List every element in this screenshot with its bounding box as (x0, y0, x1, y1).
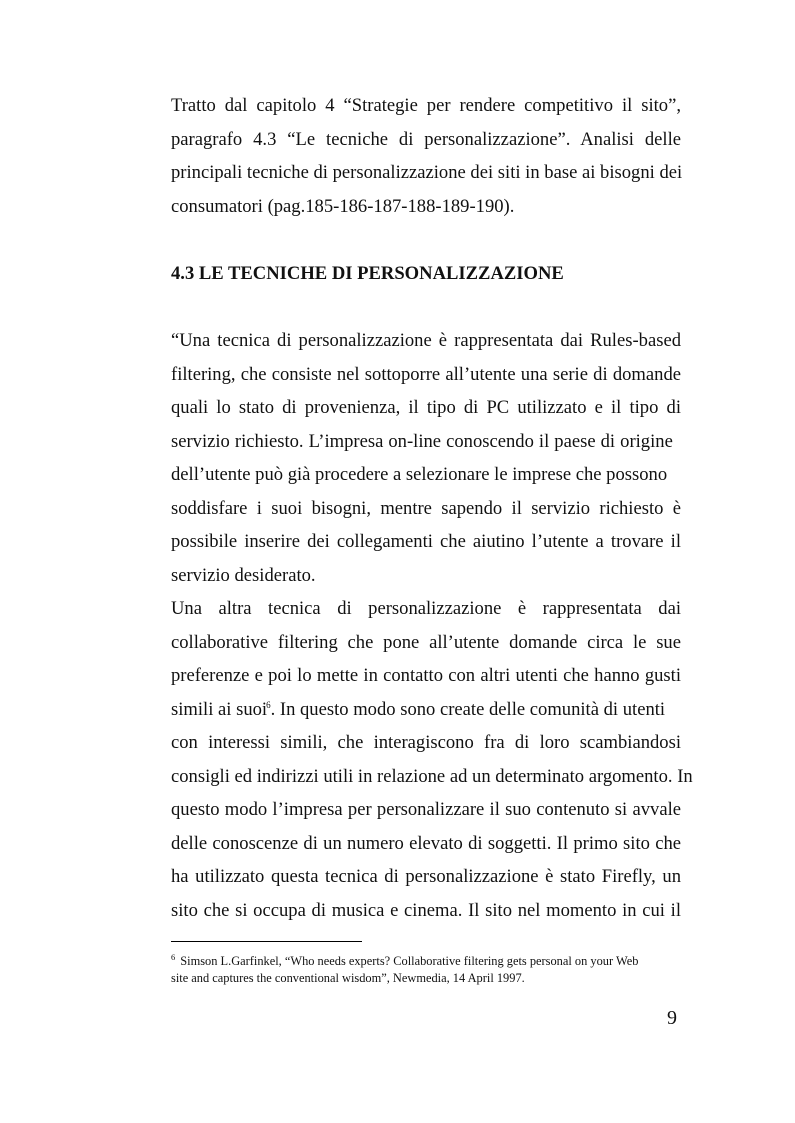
body-line-6: soddisfare i suoi bisogni, mentre sapendo il servizio richiesto è (171, 498, 681, 519)
footnote-reference: 6 (266, 700, 271, 710)
body-line-13: con interessi simili, che interagiscono fra di loro scambiandosi (171, 732, 681, 753)
section-heading: 4.3 LE TECNICHE DI PERSONALIZZAZIONE (171, 263, 564, 284)
footnote-marker: 6 (171, 952, 176, 962)
body-line-17: ha utilizzato questa tecnica di personalizzazione è stato Firefly, un (171, 866, 681, 887)
body-line-12-start: simili ai suoi (171, 699, 268, 720)
body-line-14: consigli ed indirizzi utili in relazione ad un determinato argomento. In (171, 766, 693, 787)
body-line-3: quali lo stato di provenienza, il tipo di PC utilizzato e il tipo di (171, 397, 681, 418)
body-line-15: questo modo l’impresa per personalizzare il suo contenuto si avvale (171, 799, 681, 820)
body-line-16: delle conoscenze di un numero elevato di soggetti. Il primo sito che (171, 833, 681, 854)
intro-line-2: paragrafo 4.3 “Le tecniche di personalizzazione”. Analisi delle (171, 129, 681, 150)
body-line-4: servizio richiesto. L’impresa on-line conoscendo il paese di origine (171, 431, 673, 452)
footnote (171, 953, 681, 970)
page-number: 9 (667, 1007, 677, 1029)
body-line-1: “Una tecnica di personalizzazione è rappresentata dai Rules-based (171, 330, 681, 351)
footnote-separator (171, 941, 362, 942)
intro-line-4: consumatori (pag.185-186-187-188-189-190). (171, 196, 515, 217)
footnote-line-1: Simson L.Garfinkel, “Who needs experts? Collaborative filtering gets personal on your Web (180, 954, 639, 968)
footnote-line-2: site and captures the conventional wisdom”, Newmedia, 14 April 1997. (171, 971, 525, 985)
body-line-12 (171, 699, 681, 723)
body-line-9: Una altra tecnica di personalizzazione è rappresentata dai (171, 598, 681, 619)
body-line-10: collaborative filtering che pone all’utente domande circa le sue (171, 632, 681, 653)
body-line-5: dell’utente può già procedere a selezionare le imprese che possono (171, 464, 668, 485)
body-line-8: servizio desiderato. (171, 565, 316, 586)
body-line-12-end: . In questo modo sono create delle comunità di utenti (270, 699, 666, 720)
body-line-2: filtering, che consiste nel sottoporre all’utente una serie di domande (171, 364, 681, 385)
intro-line-3: principali tecniche di personalizzazione dei siti in base ai bisogni dei (171, 162, 683, 183)
intro-line-1: Tratto dal capitolo 4 “Strategie per rendere competitivo il sito”, (171, 95, 681, 116)
body-line-11: preferenze e poi lo mette in contatto con altri utenti che hanno gusti (171, 665, 681, 686)
body-line-18: sito che si occupa di musica e cinema. Il sito nel momento in cui il (171, 900, 681, 921)
body-line-7: possibile inserire dei collegamenti che aiutino l’utente a trovare il (171, 531, 681, 552)
